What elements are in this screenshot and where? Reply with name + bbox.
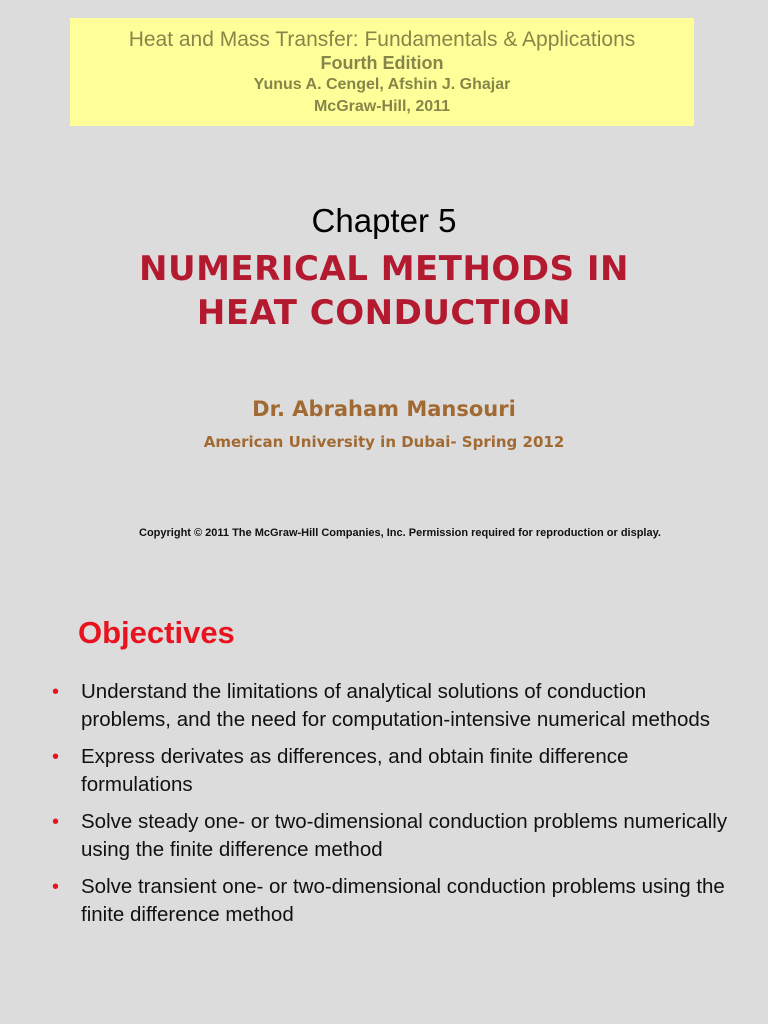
objective-item — [48, 678, 738, 734]
chapter-title-line-1: NUMERICAL METHODS IN — [139, 249, 629, 289]
objective-item — [48, 743, 738, 799]
lecturer-name: Dr. Abraham Mansouri — [252, 397, 516, 421]
chapter-title — [0, 247, 768, 335]
objective-text: Understand the limitations of analytical solutions of conduction problems, and the need for computation-intensive numerical methods — [81, 680, 711, 731]
chapter-label: Chapter 5 — [311, 202, 457, 239]
objective-text: Solve steady one- or two-dimensional conduction problems numerically using the finite difference method — [81, 810, 728, 861]
bullet-icon: • — [52, 746, 60, 768]
book-edition: Fourth Edition — [320, 53, 444, 73]
objectives-heading: Objectives — [78, 615, 235, 650]
bullet-icon: • — [52, 811, 60, 833]
objectives-list — [48, 678, 738, 938]
book-title: Heat and Mass Transfer: Fundamentals & Applications — [128, 28, 636, 51]
objective-text: Express derivates as differences, and obtain finite difference formulations — [81, 745, 629, 796]
objective-text: Solve transient one- or two-dimensional conduction problems using the finite difference method — [81, 875, 725, 926]
book-publisher: McGraw-Hill, 2011 — [313, 98, 451, 115]
bullet-icon: • — [52, 876, 60, 898]
objective-item — [48, 873, 738, 929]
lecturer-institution: American University in Dubai- Spring 2012 — [203, 433, 565, 451]
objective-item — [48, 808, 738, 864]
chapter-title-line-2: HEAT CONDUCTION — [196, 293, 572, 333]
book-info-box — [70, 18, 694, 126]
copyright-notice: Copyright © 2011 The McGraw-Hill Companies, Inc. Permission required for reproduction or display. — [139, 527, 661, 539]
book-authors: Yunus A. Cengel, Afshin J. Ghajar — [253, 76, 511, 93]
bullet-icon: • — [52, 681, 60, 703]
